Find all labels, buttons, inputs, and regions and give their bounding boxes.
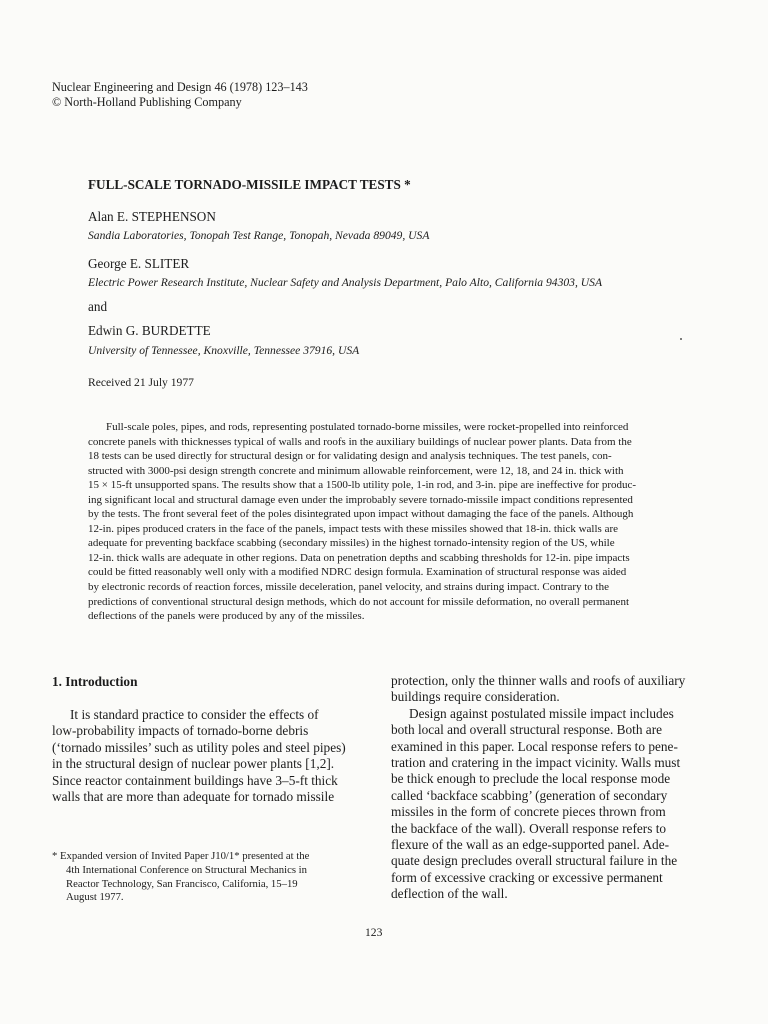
- body-line: both local and overall structural response. Both are: [391, 722, 663, 738]
- journal-header: [52, 80, 308, 110]
- body-line: quate design precludes overall structural failure in the: [391, 853, 678, 869]
- body-line: flexure of the wall as an edge-supported panel. Ade-: [391, 837, 670, 853]
- footnote: [52, 850, 372, 905]
- abstract-line: 12-in. pipes produced craters in the face of the panels, impact tests with these missiles showed that 18-in. thick walls are: [88, 522, 618, 535]
- body-line: called ‘backface scabbing’ (generation of secondary: [391, 787, 668, 803]
- body-line: Design against postulated missile impact includes: [409, 705, 674, 721]
- author-name: Alan E. STEPHENSON: [88, 209, 216, 224]
- body-line: tration and cratering in the impact vicinity. Walls must: [391, 755, 681, 771]
- author-name: Edwin G. BURDETTE: [88, 323, 211, 338]
- abstract-line: 12-in. thick walls are adequate in other regions. Data on penetration depths and scabbing thresholds for 12-in. pipe impacts: [88, 551, 630, 564]
- body-line: missiles in the form of concrete pieces thrown from: [391, 804, 666, 820]
- body-line: in the structural design of nuclear power plants [1,2].: [52, 756, 335, 772]
- body-line: buildings require consideration.: [391, 689, 560, 705]
- body-line: form of excessive cracking or excessive permanent: [391, 869, 663, 885]
- footnote-line: * Expanded version of Invited Paper J10/1* presented at the: [52, 850, 310, 862]
- body-line: (‘tornado missiles’ such as utility poles and steel pipes): [52, 739, 346, 755]
- scan-speck: [680, 338, 682, 340]
- body-line: Since reactor containment buildings have 3–5-ft thick: [52, 772, 338, 788]
- author-affiliation: University of Tennessee, Knoxville, Tennessee 37916, USA: [88, 344, 360, 357]
- author-affiliation: Sandia Laboratories, Tonopah Test Range, Tonopah, Nevada 89049, USA: [88, 229, 430, 242]
- abstract-line: by electronic records of reaction forces, missile deceleration, panel velocity, and strains during impact. Contrary to the: [88, 581, 609, 594]
- abstract-line: deflections of the panels were produced by any of the missiles.: [88, 610, 365, 623]
- body-line: the backface of the wall). Overall response refers to: [391, 820, 667, 836]
- abstract-line: 15 × 15-ft unsupported spans. The results show that a 1500-lb utility pole, 1-in rod, and 3-in. pipe are ineffective for produc-: [88, 479, 637, 492]
- abstract-line: concrete panels with thicknesses typical of walls and roofs in the auxiliary buildings of nuclear power plants. Data from the: [88, 435, 632, 448]
- received-date: Received 21 July 1977: [88, 376, 194, 389]
- author-name: George E. SLITER: [88, 256, 190, 271]
- footnote-line: 4th International Conference on Structural Mechanics in: [66, 863, 307, 876]
- page-number: 123: [365, 926, 383, 939]
- abstract-line: Full-scale poles, pipes, and rods, representing postulated tornado-borne missiles, were rocket-propelled into reinforced: [106, 421, 629, 433]
- abstract-line: adequate for preventing backface scabbing (secondary missiles) in the highest tornado-intensity region of the US, while: [88, 537, 615, 550]
- author-conjunction: and: [88, 299, 108, 314]
- author-affiliation: Electric Power Research Institute, Nuclear Safety and Analysis Department, Palo Alto, California 94303, USA: [88, 276, 603, 289]
- footnote-line: Reactor Technology, San Francisco, California, 15–19: [66, 877, 298, 890]
- publisher-copyright: © North-Holland Publishing Company: [52, 95, 242, 109]
- body-line: low-probability impacts of tornado-borne debris: [52, 723, 309, 739]
- section-heading: 1. Introduction: [52, 674, 138, 689]
- body-column-left: [52, 707, 372, 805]
- abstract-line: could be fitted reasonably well only with a modified NDRC design formula. Examination of structural response was aided: [88, 566, 627, 579]
- body-line: examined in this paper. Local response refers to pene-: [391, 738, 678, 754]
- body-line: protection, only the thinner walls and roofs of auxiliary: [391, 673, 686, 688]
- abstract: [88, 420, 714, 624]
- abstract-line: predictions of conventional structural design methods, which do not account for missile deformation, no overall permanent: [88, 595, 629, 608]
- body-line: deflection of the wall.: [391, 886, 508, 902]
- body-line: be thick enough to preclude the local response mode: [391, 771, 671, 787]
- abstract-line: by the tests. The front several feet of the poles disintegrated upon impact without damaging the face of the panels. Although: [88, 508, 634, 521]
- abstract-line: structed with 3000-psi design strength concrete and minimum allowable reinforcement, were 12, 18, and 24 in. thick with: [88, 464, 624, 477]
- abstract-line: 18 tests can be used directly for structural design or for validating design and analysis techniques. The test panels, con-: [88, 450, 612, 463]
- journal-citation: Nuclear Engineering and Design 46 (1978) 123–143: [52, 80, 308, 94]
- footnote-line: August 1977.: [66, 891, 124, 904]
- body-line: It is standard practice to consider the effects of: [70, 707, 319, 722]
- body-column-right: [391, 673, 717, 903]
- abstract-line: ing significant local and structural damage even under the improbably severe tornado-missile impact conditions represented: [88, 493, 633, 506]
- body-line: walls that are more than adequate for tornado missile: [52, 789, 335, 805]
- paper-title: FULL-SCALE TORNADO-MISSILE IMPACT TESTS *: [88, 177, 411, 192]
